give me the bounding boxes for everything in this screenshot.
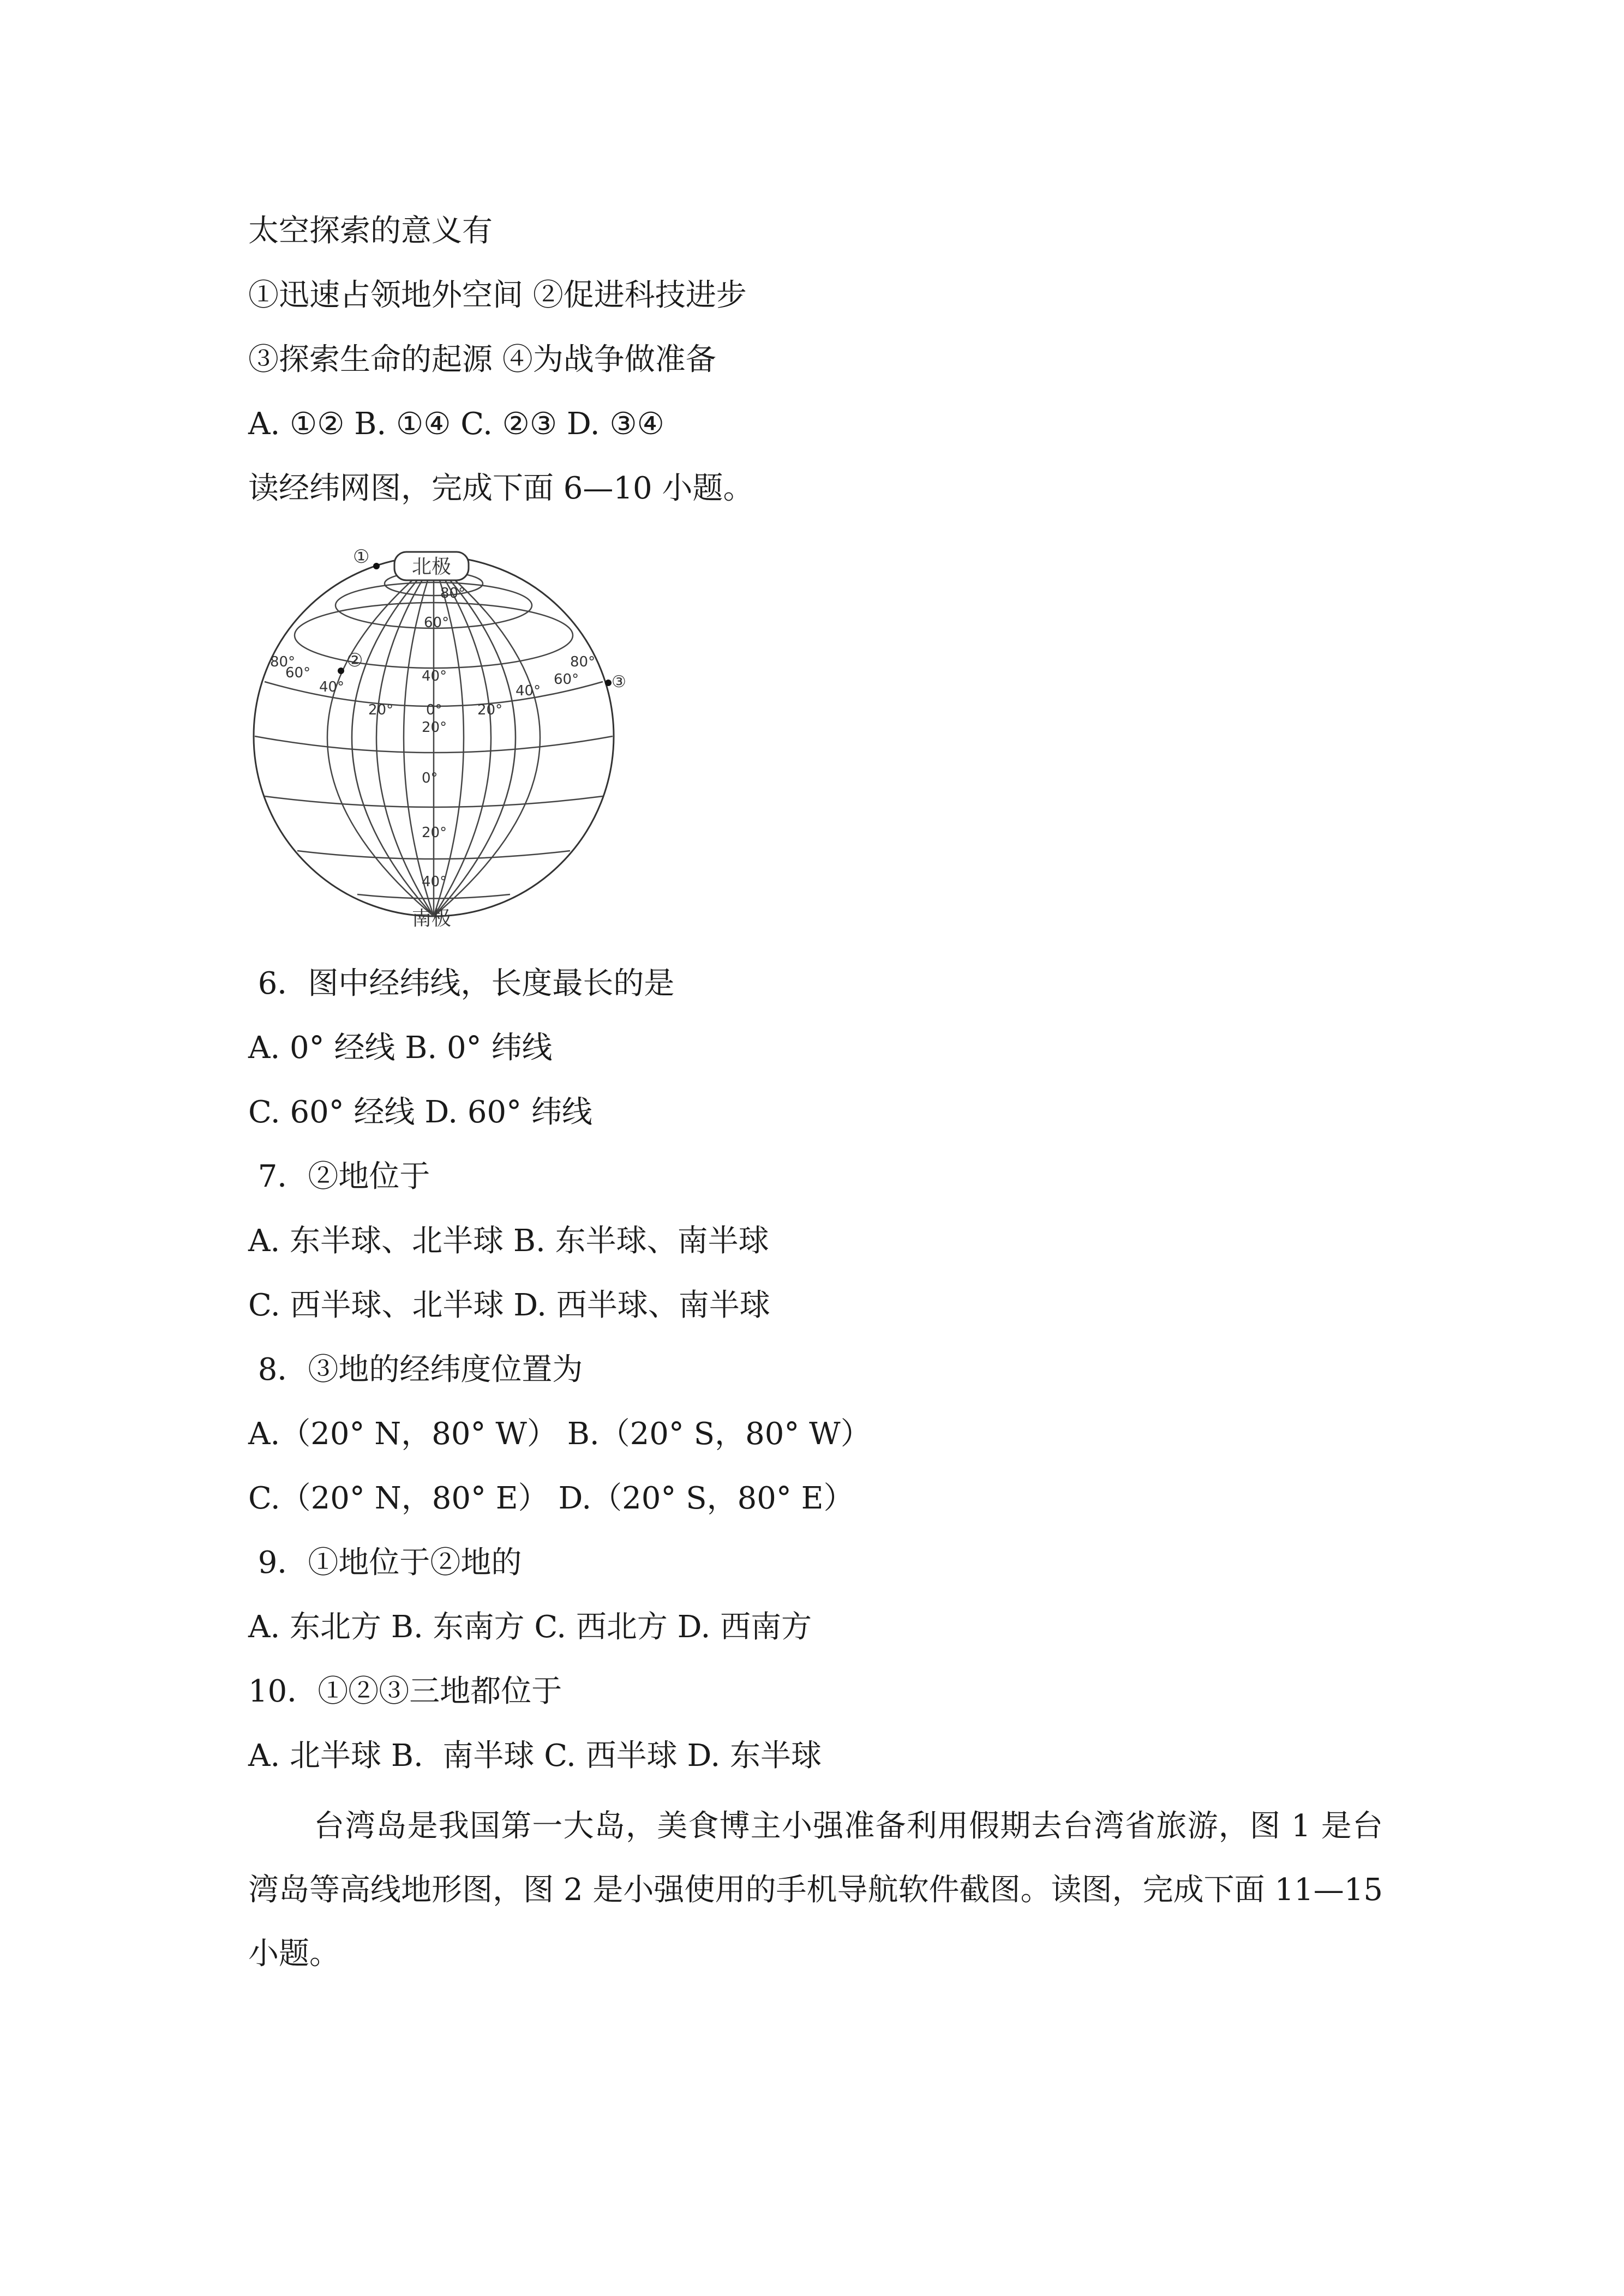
lat-label-40s: 40° (422, 874, 447, 890)
question-9-stem: 9．①地位于②地的 (248, 1545, 522, 1580)
lon-label-40w: 40° (319, 679, 345, 695)
question-5-answers: A. ①② B. ①④ C. ②③ D. ③④ (248, 406, 664, 442)
point-3-dot (605, 680, 612, 686)
north-pole-label: 北极 (411, 556, 452, 578)
question-6-options-1: A. 0° 经线 B. 0° 纬线 (248, 1030, 553, 1066)
question-8-options-2: C.（20° N，80° E） D.（20° S，80° E） (248, 1481, 854, 1516)
question-7-options-1: A. 东半球、北半球 B. 东半球、南半球 (248, 1223, 769, 1259)
lat-label-80n: 80° (440, 585, 466, 602)
question-6-stem: 6．图中经纬线，长度最长的是 (248, 966, 675, 1001)
lon-label-0: 0° (426, 702, 442, 718)
point-3-label: ③ (612, 672, 626, 692)
lat-label-0: 0° (422, 770, 438, 786)
question-8-stem: 8．③地的经纬度位置为 (248, 1352, 583, 1387)
globe-section-instruction: 读经纬网图，完成下面 6—10 小题。 (248, 471, 754, 506)
lon-label-60w: 60° (285, 665, 311, 681)
point-2-dot (338, 668, 344, 674)
lat-label-20n: 20° (422, 719, 447, 736)
question-7-stem: 7．②地位于 (248, 1159, 430, 1194)
question-8-options-1: A.（20° N，80° W） B.（20° S，80° W） (248, 1416, 871, 1452)
south-pole-label: 南极 (411, 907, 452, 930)
question-5-stem: 太空探索的意义有 (248, 213, 493, 249)
lat-label-40n: 40° (422, 668, 447, 684)
question-9-options: A. 东北方 B. 东南方 C. 西北方 D. 西南方 (248, 1609, 812, 1645)
lon-label-80w: 80° (270, 654, 296, 670)
lon-label-80e: 80° (570, 654, 596, 670)
lon-label-20e: 20° (477, 702, 503, 718)
globe-graticule-figure (248, 540, 626, 930)
question-10-stem: 10．①②③三地都位于 (248, 1674, 562, 1709)
point-1-label: ① (353, 546, 370, 568)
lon-label-40e: 40° (516, 683, 541, 699)
point-1-dot (373, 563, 380, 569)
lat-label-20s: 20° (422, 825, 447, 841)
lon-label-20w: 20° (368, 702, 394, 718)
question-7-options-2: C. 西半球、北半球 D. 西半球、南半球 (248, 1288, 770, 1323)
question-10-options: A. 北半球 B. 南半球 C. 西半球 D. 东半球 (248, 1738, 822, 1774)
lat-label-60n: 60° (424, 615, 450, 631)
taiwan-intro-paragraph: 台湾岛是我国第一大岛，美食博主小强准备利用假期去台湾省旅游，图 1 是台湾岛等高线地形图，图 2 是小强使用的手机导航软件截图。读图，完成下面 11—15 小题。 (248, 1808, 1383, 1972)
question-5-options-2: ③探索生命的起源 ④为战争做准备 (248, 342, 716, 377)
point-2-label: ② (346, 650, 363, 671)
lon-label-60e: 60° (554, 671, 579, 688)
question-6-options-2: C. 60° 经线 D. 60° 纬线 (248, 1095, 592, 1130)
globe-svg (248, 540, 626, 930)
question-5-options-1: ①迅速占领地外空间 ②促进科技进步 (248, 278, 747, 313)
